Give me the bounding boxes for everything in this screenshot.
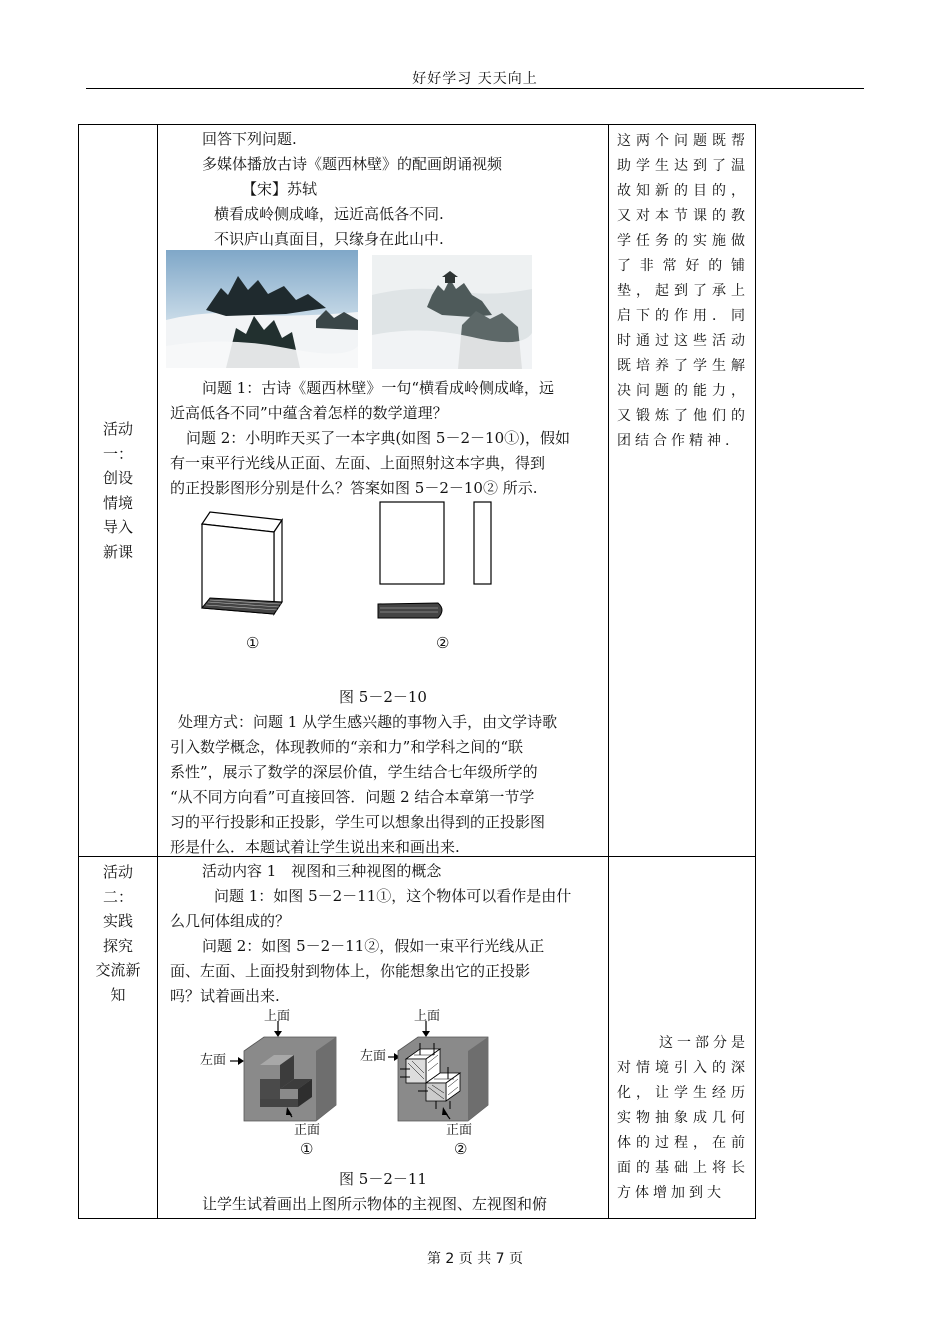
projection-figure — [376, 500, 496, 620]
media-line: 多媒体播放古诗《题西林壁》的配画朗诵视频 — [202, 155, 503, 173]
a2-question2-line2: 面、左面、上面投射到物体上，你能想象出它的正投影 — [170, 962, 531, 980]
activity2-label-line: 探究 — [102, 936, 133, 955]
fig11-top-label-2: 上面 — [414, 1009, 441, 1024]
fig11-mark-1: ① — [300, 1140, 314, 1158]
lesson-table — [78, 124, 756, 1219]
fig11-left-label-2: 左面 — [360, 1049, 387, 1064]
mountain-photo-2 — [372, 255, 532, 369]
a2-question2-line1: 问题 2：如图 5－2－11②，假如一束平行光线从正 — [202, 937, 545, 955]
processing-line-3: 系性”，展示了数学的深层价值，学生结合七年级所学的 — [170, 763, 538, 781]
activity2-label-line: 知 — [110, 985, 126, 1004]
poem-author: 【宋】苏轼 — [242, 180, 318, 198]
activity1-label-line: 活动 — [102, 420, 133, 438]
activity1-row — [79, 125, 756, 857]
activity2-label-line: 活动 — [102, 863, 133, 881]
fig11-caption: 图 5－2－11 — [339, 1170, 427, 1188]
activity2-row — [79, 857, 756, 1219]
page-header: 好好学习 天天向上 — [412, 71, 538, 87]
header-rule — [86, 88, 864, 89]
activity2-note: 这一部分是对情境引入的深化，让学生经历实物抽象成几何体的过程，在前面的基础上将长方体增加到大 — [617, 1035, 749, 1201]
a1-question2-line2: 有一束平行光线从正面、左面、上面照射这本字典，得到 — [170, 454, 546, 472]
processing-line-1: 处理方式：问题 1 从学生感兴趣的事物入手，由文学诗歌 — [178, 713, 558, 731]
activity1-label-line: 新课 — [102, 542, 133, 561]
fig11-left-label-1: 左面 — [200, 1053, 227, 1068]
activity1-label-line: 一： — [102, 444, 133, 463]
fig11-front-label-2: 正面 — [446, 1123, 473, 1138]
a2-question1-line1: 问题 1：如图 5－2－11①，这个物体可以看作是由什 — [214, 887, 572, 905]
activity1-label-line: 创设 — [102, 469, 133, 487]
activity2-label-line: 交流新 — [95, 961, 141, 979]
processing-line-5: 习的平行投影和正投影，学生可以想象出得到的正投影图 — [170, 813, 546, 831]
a2-last-line: 让学生试着画出上图所示物体的主视图、左视图和俯 — [202, 1195, 548, 1213]
solid-figure-2 — [388, 1021, 498, 1143]
intro-line: 回答下列问题. — [202, 130, 297, 148]
fig10-mark-1: ① — [246, 634, 260, 652]
a1-question2-line3: 的正投影图形分别是什么？答案如图 5－2－10② 所示. — [170, 479, 538, 497]
fig11-front-label-1: 正面 — [294, 1123, 321, 1138]
a2-question2-line3: 吗？试着画出来. — [170, 987, 280, 1005]
a1-question1-line2: 近高低各不同”中蕴含着怎样的数学道理？ — [170, 404, 448, 422]
activity2-label — [79, 857, 158, 1219]
activity1-note: 这两个问题既帮助学生达到了温故知新的目的，又对本节课的教学任务的实施做了非常好的铺垫，起到了承上启下的作用．同时通过这些活动既培养了学生解决问题的能力，又锻炼了他们的团结合作精神. — [617, 133, 749, 449]
activity1-content — [158, 125, 609, 857]
activity1-label-line: 情境 — [102, 493, 133, 512]
fig10-caption: 图 5－2－10 — [339, 688, 427, 706]
mountain-photo-1 — [166, 250, 358, 368]
a2-question1-line2: 么几何体组成的？ — [170, 912, 291, 930]
fig11-mark-2: ② — [454, 1140, 468, 1158]
processing-line-4: “从不同方向看”可直接回答．问题 2 结合本章第一节学 — [170, 788, 535, 806]
a1-question1-line1: 问题 1：古诗《题西林壁》一句“横看成岭侧成峰，远 — [202, 379, 554, 397]
activity2-note-cell — [609, 857, 756, 1219]
activity1-label-line: 导入 — [102, 518, 133, 536]
solid-figure-1 — [230, 1021, 340, 1143]
poem-line-2: 不识庐山真面目，只缘身在此山中. — [214, 230, 444, 248]
a1-question2-line1: 问题 2：小明昨天买了一本字典(如图 5－2－10①)，假如 — [186, 429, 570, 447]
fig10-mark-2: ② — [436, 634, 450, 652]
activity2-content — [158, 857, 609, 1219]
a2-content-title: 活动内容 1 视图和三种视图的概念 — [202, 862, 442, 880]
activity1-label — [79, 125, 158, 857]
processing-line-6: 形是什么．本题试着让学生说出来和画出来. — [170, 838, 460, 856]
poem-line-1: 横看成岭侧成峰，远近高低各不同. — [214, 205, 444, 223]
activity1-note-cell — [609, 125, 756, 857]
page-footer: 第 2 页 共 7 页 — [426, 1251, 524, 1267]
processing-line-2: 引入数学概念，体现教师的“亲和力”和学科之间的“联 — [170, 738, 524, 756]
fig11-top-label-1: 上面 — [264, 1009, 291, 1024]
dictionary-figure — [198, 510, 288, 620]
activity2-label-line: 二： — [102, 887, 133, 906]
activity2-label-line: 实践 — [102, 912, 133, 930]
